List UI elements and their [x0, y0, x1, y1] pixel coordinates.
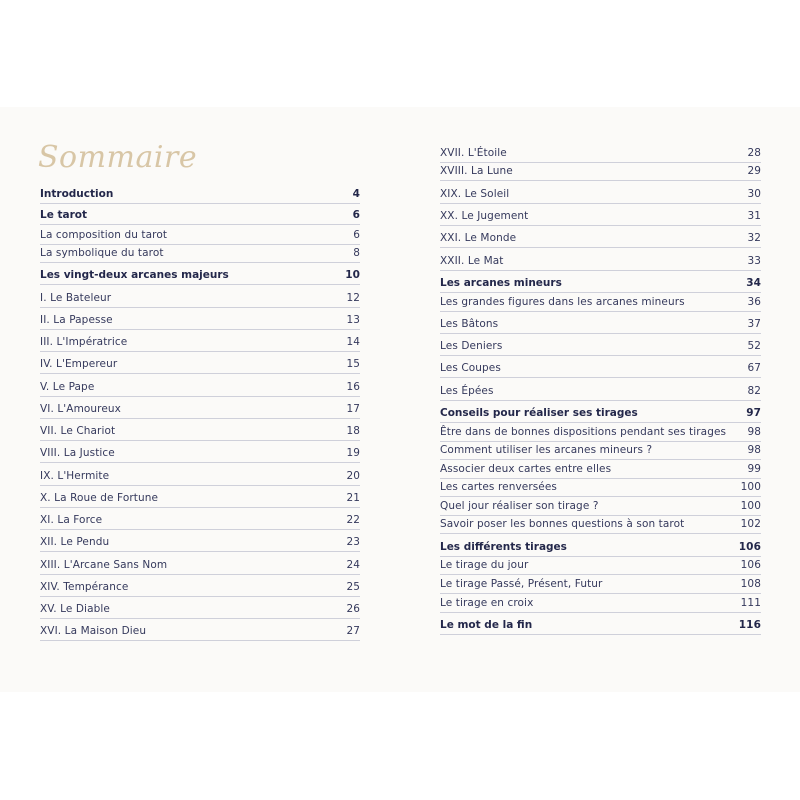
toc-entry-page-number: 100: [740, 500, 761, 512]
toc-divider: [40, 485, 360, 486]
toc-entry: [40, 444, 360, 462]
toc-entry: [40, 400, 360, 418]
toc-entry-page-number: 29: [747, 165, 761, 177]
toc-entry: [40, 600, 360, 618]
toc-divider: [40, 418, 360, 419]
toc-divider: [40, 351, 360, 352]
toc-entry: [440, 359, 761, 377]
toc-entry: [440, 441, 761, 459]
toc-entry-label: IV. L'Empereur: [40, 358, 118, 370]
toc-divider: [440, 270, 761, 271]
toc-divider: [40, 462, 360, 463]
toc-entry-label: X. La Roue de Fortune: [40, 492, 159, 504]
toc-section-entry: [440, 404, 761, 422]
toc-entry-label: I. Le Bateleur: [40, 292, 112, 304]
toc-entry-page-number: 99: [747, 463, 761, 475]
toc-entry-label: Le tarot: [40, 209, 87, 221]
toc-entry-page-number: 82: [747, 385, 761, 397]
toc-entry: [440, 229, 761, 247]
toc-entry-label: Le tirage Passé, Présent, Futur: [440, 578, 603, 590]
toc-divider: [40, 574, 360, 575]
toc-entry-label: Associer deux cartes entre elles: [440, 463, 612, 475]
toc-entry: [440, 515, 761, 533]
toc-entry-page-number: 97: [746, 407, 761, 419]
toc-entry-page-number: 24: [346, 559, 360, 571]
toc-entry-label: XIX. Le Soleil: [440, 188, 510, 200]
toc-divider: [440, 634, 761, 635]
toc-entry-label: XII. Le Pendu: [40, 536, 110, 548]
toc-divider: [40, 440, 360, 441]
toc-divider: [40, 262, 360, 263]
toc-divider: [440, 355, 761, 356]
toc-section-entry: [440, 274, 761, 292]
toc-entry-label: XXII. Le Mat: [440, 255, 504, 267]
toc-entry-page-number: 13: [346, 314, 360, 326]
toc-entry: [440, 144, 761, 162]
toc-entry: [440, 556, 761, 574]
toc-entry-label: VI. L'Amoureux: [40, 403, 121, 415]
toc-entry-label: XV. Le Diable: [40, 603, 110, 615]
toc-entry-page-number: 10: [345, 269, 360, 281]
toc-entry-page-number: 14: [346, 336, 360, 348]
toc-entry-page-number: 22: [346, 514, 360, 526]
toc-divider: [40, 307, 360, 308]
toc-entry-page-number: 32: [747, 232, 761, 244]
toc-entry: [440, 423, 761, 441]
toc-entry: [40, 244, 360, 262]
toc-entry-page-number: 30: [747, 188, 761, 200]
toc-divider: [40, 284, 360, 285]
toc-entry-label: XX. Le Jugement: [440, 210, 529, 222]
toc-entry-label: XXI. Le Monde: [440, 232, 517, 244]
toc-entry-page-number: 21: [346, 492, 360, 504]
toc-entry-page-number: 12: [346, 292, 360, 304]
toc-entry-page-number: 17: [346, 403, 360, 415]
toc-entry: [40, 467, 360, 485]
toc-entry-page-number: 34: [746, 277, 761, 289]
toc-entry-label: Le mot de la fin: [440, 619, 533, 631]
toc-entry-label: Les Deniers: [440, 340, 503, 352]
toc-divider: [440, 180, 761, 181]
toc-entry-page-number: 16: [346, 381, 360, 393]
toc-entry: [440, 207, 761, 225]
toc-entry-page-number: 116: [738, 619, 761, 631]
toc-entry-label: Les Bâtons: [440, 318, 499, 330]
toc-entry-label: Le tirage en croix: [440, 597, 534, 609]
toc-entry: [40, 378, 360, 396]
toc-section-entry: [40, 266, 360, 284]
toc-entry: [40, 511, 360, 529]
toc-divider: [40, 203, 360, 204]
toc-entry: [440, 460, 761, 478]
toc-divider: [440, 400, 761, 401]
toc-entry: [440, 337, 761, 355]
toc-entry-label: Comment utiliser les arcanes mineurs ?: [440, 444, 653, 456]
toc-entry: [440, 575, 761, 593]
toc-entry: [440, 185, 761, 203]
toc-entry: [40, 489, 360, 507]
toc-divider: [40, 224, 360, 225]
toc-entry-label: Les Coupes: [440, 362, 501, 374]
toc-entry-page-number: 26: [346, 603, 360, 615]
toc-entry-page-number: 4: [352, 188, 360, 200]
toc-entry-page-number: 67: [747, 362, 761, 374]
toc-entry-page-number: 6: [353, 229, 360, 241]
toc-entry: [40, 533, 360, 551]
toc-entry: [40, 333, 360, 351]
toc-divider: [440, 247, 761, 248]
toc-entry-label: III. L'Impératrice: [40, 336, 128, 348]
toc-entry-label: II. La Papesse: [40, 314, 113, 326]
toc-entry-page-number: 37: [747, 318, 761, 330]
toc-entry: [440, 594, 761, 612]
toc-entry-page-number: 20: [346, 470, 360, 482]
toc-entry-label: Les arcanes mineurs: [440, 277, 562, 289]
toc-divider: [440, 612, 761, 613]
toc-entry: [40, 226, 360, 244]
toc-entry-label: V. Le Pape: [40, 381, 95, 393]
toc-entry-label: Introduction: [40, 188, 114, 200]
toc-divider: [40, 396, 360, 397]
toc-entry-label: Les grandes figures dans les arcanes mineurs: [440, 296, 685, 308]
toc-entry-page-number: 8: [353, 247, 360, 259]
toc-entry-page-number: 31: [747, 210, 761, 222]
toc-entry-label: VIII. La Justice: [40, 447, 115, 459]
toc-entry-page-number: 33: [747, 255, 761, 267]
toc-entry-page-number: 18: [346, 425, 360, 437]
toc-divider: [40, 329, 360, 330]
toc-divider: [40, 551, 360, 552]
toc-entry-page-number: 52: [747, 340, 761, 352]
toc-divider: [440, 533, 761, 534]
toc-entry-label: Savoir poser les bonnes questions à son tarot: [440, 518, 685, 530]
toc-entry-page-number: 108: [740, 578, 761, 590]
toc-divider: [440, 333, 761, 334]
toc-entry-label: Conseils pour réaliser ses tirages: [440, 407, 638, 419]
toc-entry-label: Être dans de bonnes dispositions pendant ses tirages: [440, 426, 727, 438]
toc-entry: [440, 293, 761, 311]
toc-entry-page-number: 98: [747, 444, 761, 456]
toc-entry-page-number: 6: [352, 209, 360, 221]
toc-entry: [440, 162, 761, 180]
toc-entry: [440, 252, 761, 270]
toc-entry-page-number: 28: [747, 147, 761, 159]
toc-entry-label: XVI. La Maison Dieu: [40, 625, 147, 637]
toc-entry: [440, 478, 761, 496]
toc-entry: [40, 355, 360, 373]
toc-entry-label: IX. L'Hermite: [40, 470, 110, 482]
toc-entry-page-number: 106: [740, 559, 761, 571]
toc-entry-label: La composition du tarot: [40, 229, 168, 241]
toc-divider: [440, 377, 761, 378]
toc-entry: [40, 578, 360, 596]
toc-divider: [440, 203, 761, 204]
toc-entry-label: XVII. L'Étoile: [440, 147, 507, 159]
toc-divider: [40, 507, 360, 508]
toc-entry-label: Les Épées: [440, 385, 494, 397]
toc-entry-label: Les cartes renversées: [440, 481, 557, 493]
toc-divider: [440, 311, 761, 312]
toc-entry-page-number: 98: [747, 426, 761, 438]
toc-entry: [40, 422, 360, 440]
toc-section-entry: [440, 538, 761, 556]
toc-entry-page-number: 100: [740, 481, 761, 493]
toc-entry-page-number: 25: [346, 581, 360, 593]
toc-section-entry: [440, 616, 761, 634]
toc-entry: [440, 382, 761, 400]
toc-divider: [40, 640, 360, 641]
toc-entry-page-number: 106: [738, 541, 761, 553]
toc-entry-label: XVIII. La Lune: [440, 165, 513, 177]
toc-entry-label: Les différents tirages: [440, 541, 567, 553]
toc-entry-page-number: 102: [740, 518, 761, 530]
toc-entry-label: Les vingt-deux arcanes majeurs: [40, 269, 229, 281]
toc-entry-page-number: 27: [346, 625, 360, 637]
toc-entry: [40, 311, 360, 329]
toc-divider: [40, 618, 360, 619]
toc-divider: [440, 225, 761, 226]
toc-entry-label: Le tirage du jour: [440, 559, 529, 571]
toc-entry-label: La symbolique du tarot: [40, 247, 164, 259]
toc-section-entry: [40, 206, 360, 224]
toc-entry-page-number: 19: [346, 447, 360, 459]
toc-entry-page-number: 23: [346, 536, 360, 548]
page-title: Sommaire: [38, 140, 198, 175]
toc-entry: [40, 289, 360, 307]
toc-entry-label: XIII. L'Arcane Sans Nom: [40, 559, 168, 571]
toc-entry-label: XI. La Force: [40, 514, 103, 526]
toc-entry-label: Quel jour réaliser son tirage ?: [440, 500, 599, 512]
toc-entry: [440, 497, 761, 515]
toc-entry: [40, 556, 360, 574]
toc-entry-label: XIV. Tempérance: [40, 581, 129, 593]
toc-entry-label: VII. Le Chariot: [40, 425, 116, 437]
toc-section-entry: [40, 185, 360, 203]
toc-entry-page-number: 111: [740, 597, 761, 609]
toc-entry-page-number: 15: [346, 358, 360, 370]
toc-divider: [40, 373, 360, 374]
toc-entry-page-number: 36: [747, 296, 761, 308]
toc-entry: [440, 315, 761, 333]
toc-entry: [40, 622, 360, 640]
toc-divider: [40, 529, 360, 530]
toc-divider: [40, 596, 360, 597]
